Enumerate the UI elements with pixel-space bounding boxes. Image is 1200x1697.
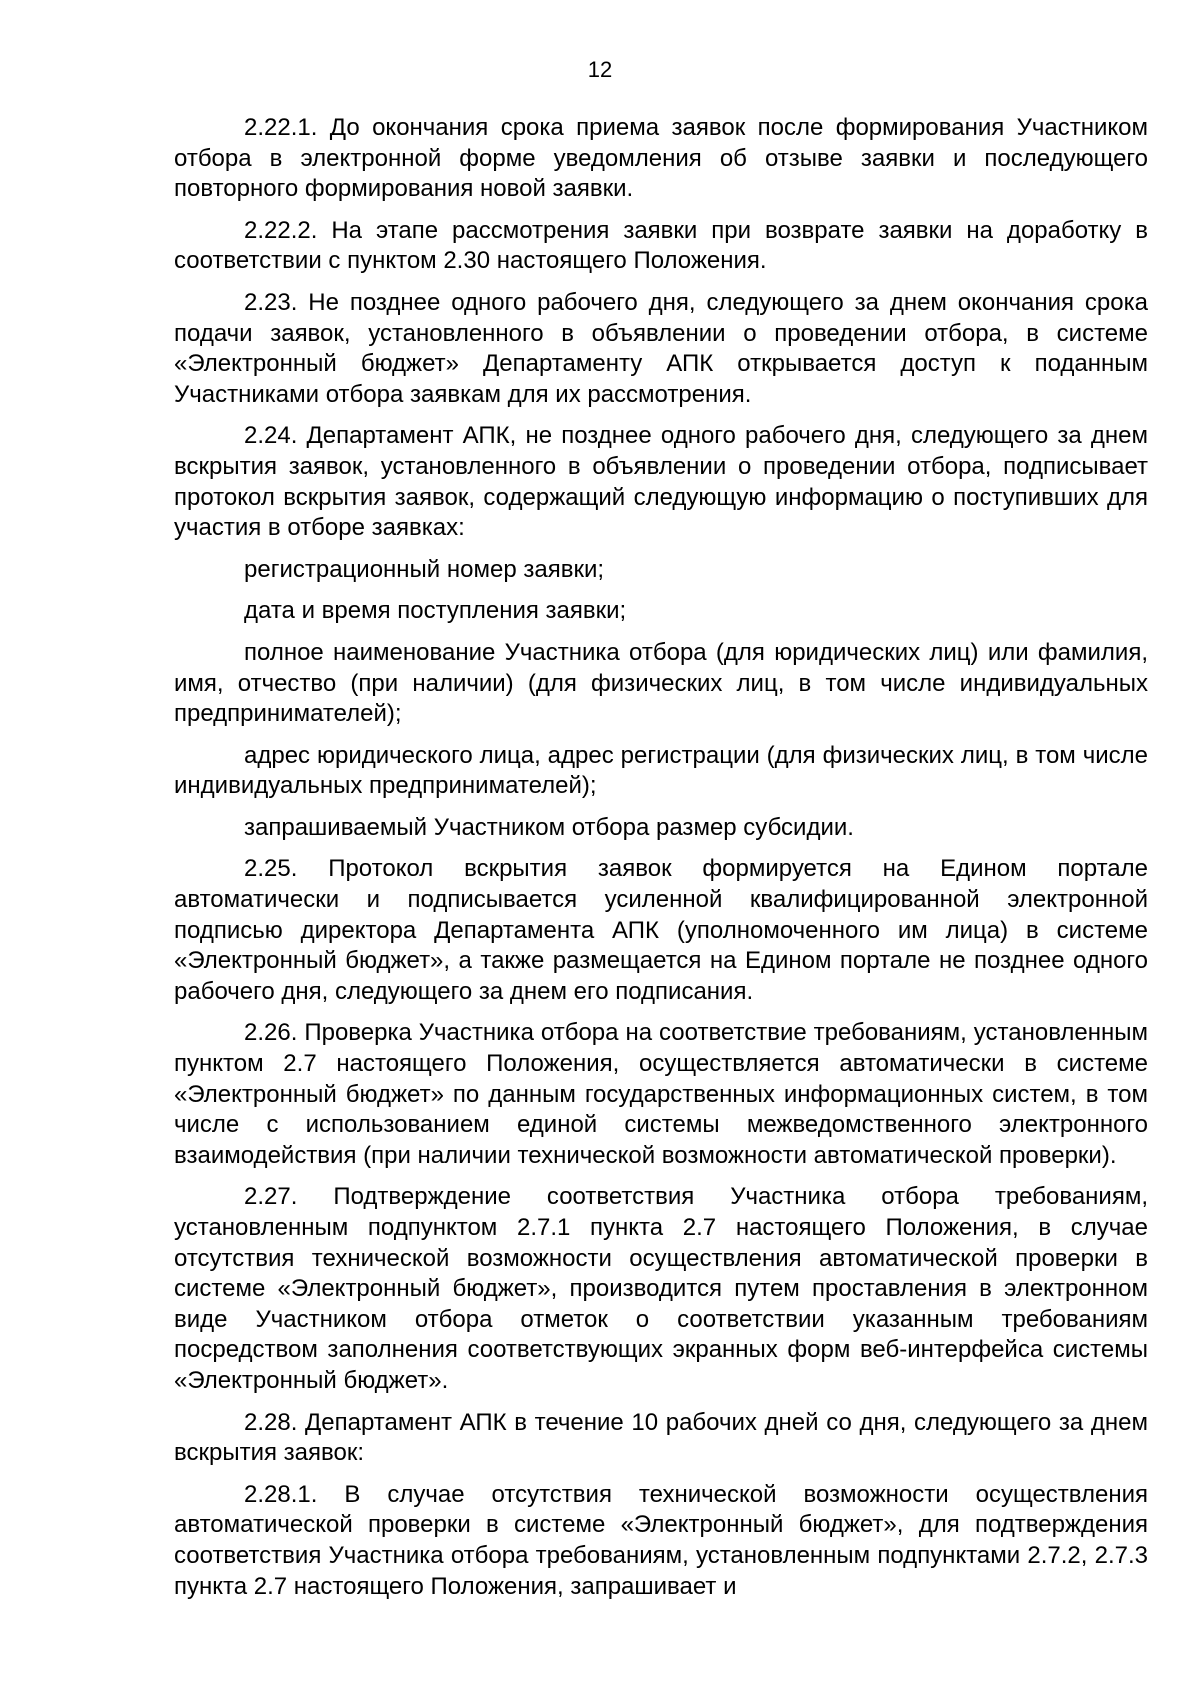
paragraph-2-24: 2.24. Департамент АПК, не позднее одного рабочего дня, следующего за днем вскрытия заявок, установленного в объявлении о проведении отбора, подписывает протокол вскрытия заявок, содержащий следующую информацию о поступивших для участия в отборе заявках: <box>174 422 1148 542</box>
list-item-registration-number: регистрационный номер заявки; <box>244 555 605 583</box>
page-number: 12 <box>587 57 613 82</box>
paragraph-2-28: 2.28. Департамент АПК в течение 10 рабочих дней со дня, следующего за днем вскрытия заявок: <box>174 1408 1148 1467</box>
list-item-subsidy-amount: запрашиваемый Участником отбора размер субсидии. <box>244 813 854 841</box>
paragraph-2-26: 2.26. Проверка Участника отбора на соответствие требованиям, установленным пунктом 2.7 настоящего Положения, осуществляется автоматически в системе «Электронный бюджет» по данным государственных информационных систем, в том числе с использованием единой системы межведомственного электронного взаимодействия (при наличии технической возможности автоматической проверки). <box>174 1019 1148 1169</box>
paragraph-2-22-1: 2.22.1. До окончания срока приема заявок после формирования Участником отбора в электронной форме уведомления об отзыве заявки и последующего повторного формирования новой заявки. <box>174 114 1148 203</box>
paragraph-2-28-1: 2.28.1. В случае отсутствия технической возможности осуществления автоматической проверки в системе «Электронный бюджет», для подтверждения соответствия Участника отбора требованиям, установленным подпунктами 2.7.2, 2.7.3 пункта 2.7 настоящего Положения, запрашивает и <box>174 1480 1148 1600</box>
list-item-full-name: полное наименование Участника отбора (для юридических лиц) или фамилия, имя, отчество (при наличии) (для физических лиц, в том числе индивидуальных предпринимателей); <box>174 638 1148 728</box>
document-body <box>174 113 1148 1613</box>
paragraph-2-23: 2.23. Не позднее одного рабочего дня, следующего за днем окончания срока подачи заявок, установленного в объявлении о проведении отбора, в системе «Электронный бюджет» Департаменту АПК открывается доступ к поданным Участниками отбора заявкам для их рассмотрения. <box>174 288 1148 408</box>
list-item-date-time: дата и время поступления заявки; <box>244 597 627 625</box>
paragraph-2-22-2: 2.22.2. На этапе рассмотрения заявки при возврате заявки на доработку в соответствии с пунктом 2.30 настоящего Положения. <box>174 216 1148 275</box>
paragraph-2-27: 2.27. Подтверждение соответствия Участника отбора требованиям, установленным подпунктом 2.7.1 пункта 2.7 настоящего Положения, в случае отсутствия технической возможности осуществления автоматической проверки в системе «Электронный бюджет», производится путем проставления в электронном виде Участником отбора отметок о соответствии указанным требованиям посредством заполнения соответствующих экранных форм веб-интерфейса системы «Электронный бюджет». <box>174 1183 1148 1394</box>
paragraph-2-25: 2.25. Протокол вскрытия заявок формируется на Едином портале автоматически и подписывается усиленной квалифицированной электронной подписью директора Департамента АПК (уполномоченного им лица) в системе «Электронный бюджет», а также размещается на Едином портале не позднее одного рабочего дня, следующего за днем его подписания. <box>174 855 1148 1005</box>
list-item-address: адрес юридического лица, адрес регистрации (для физических лиц, в том числе индивидуальных предпринимателей); <box>174 741 1148 800</box>
